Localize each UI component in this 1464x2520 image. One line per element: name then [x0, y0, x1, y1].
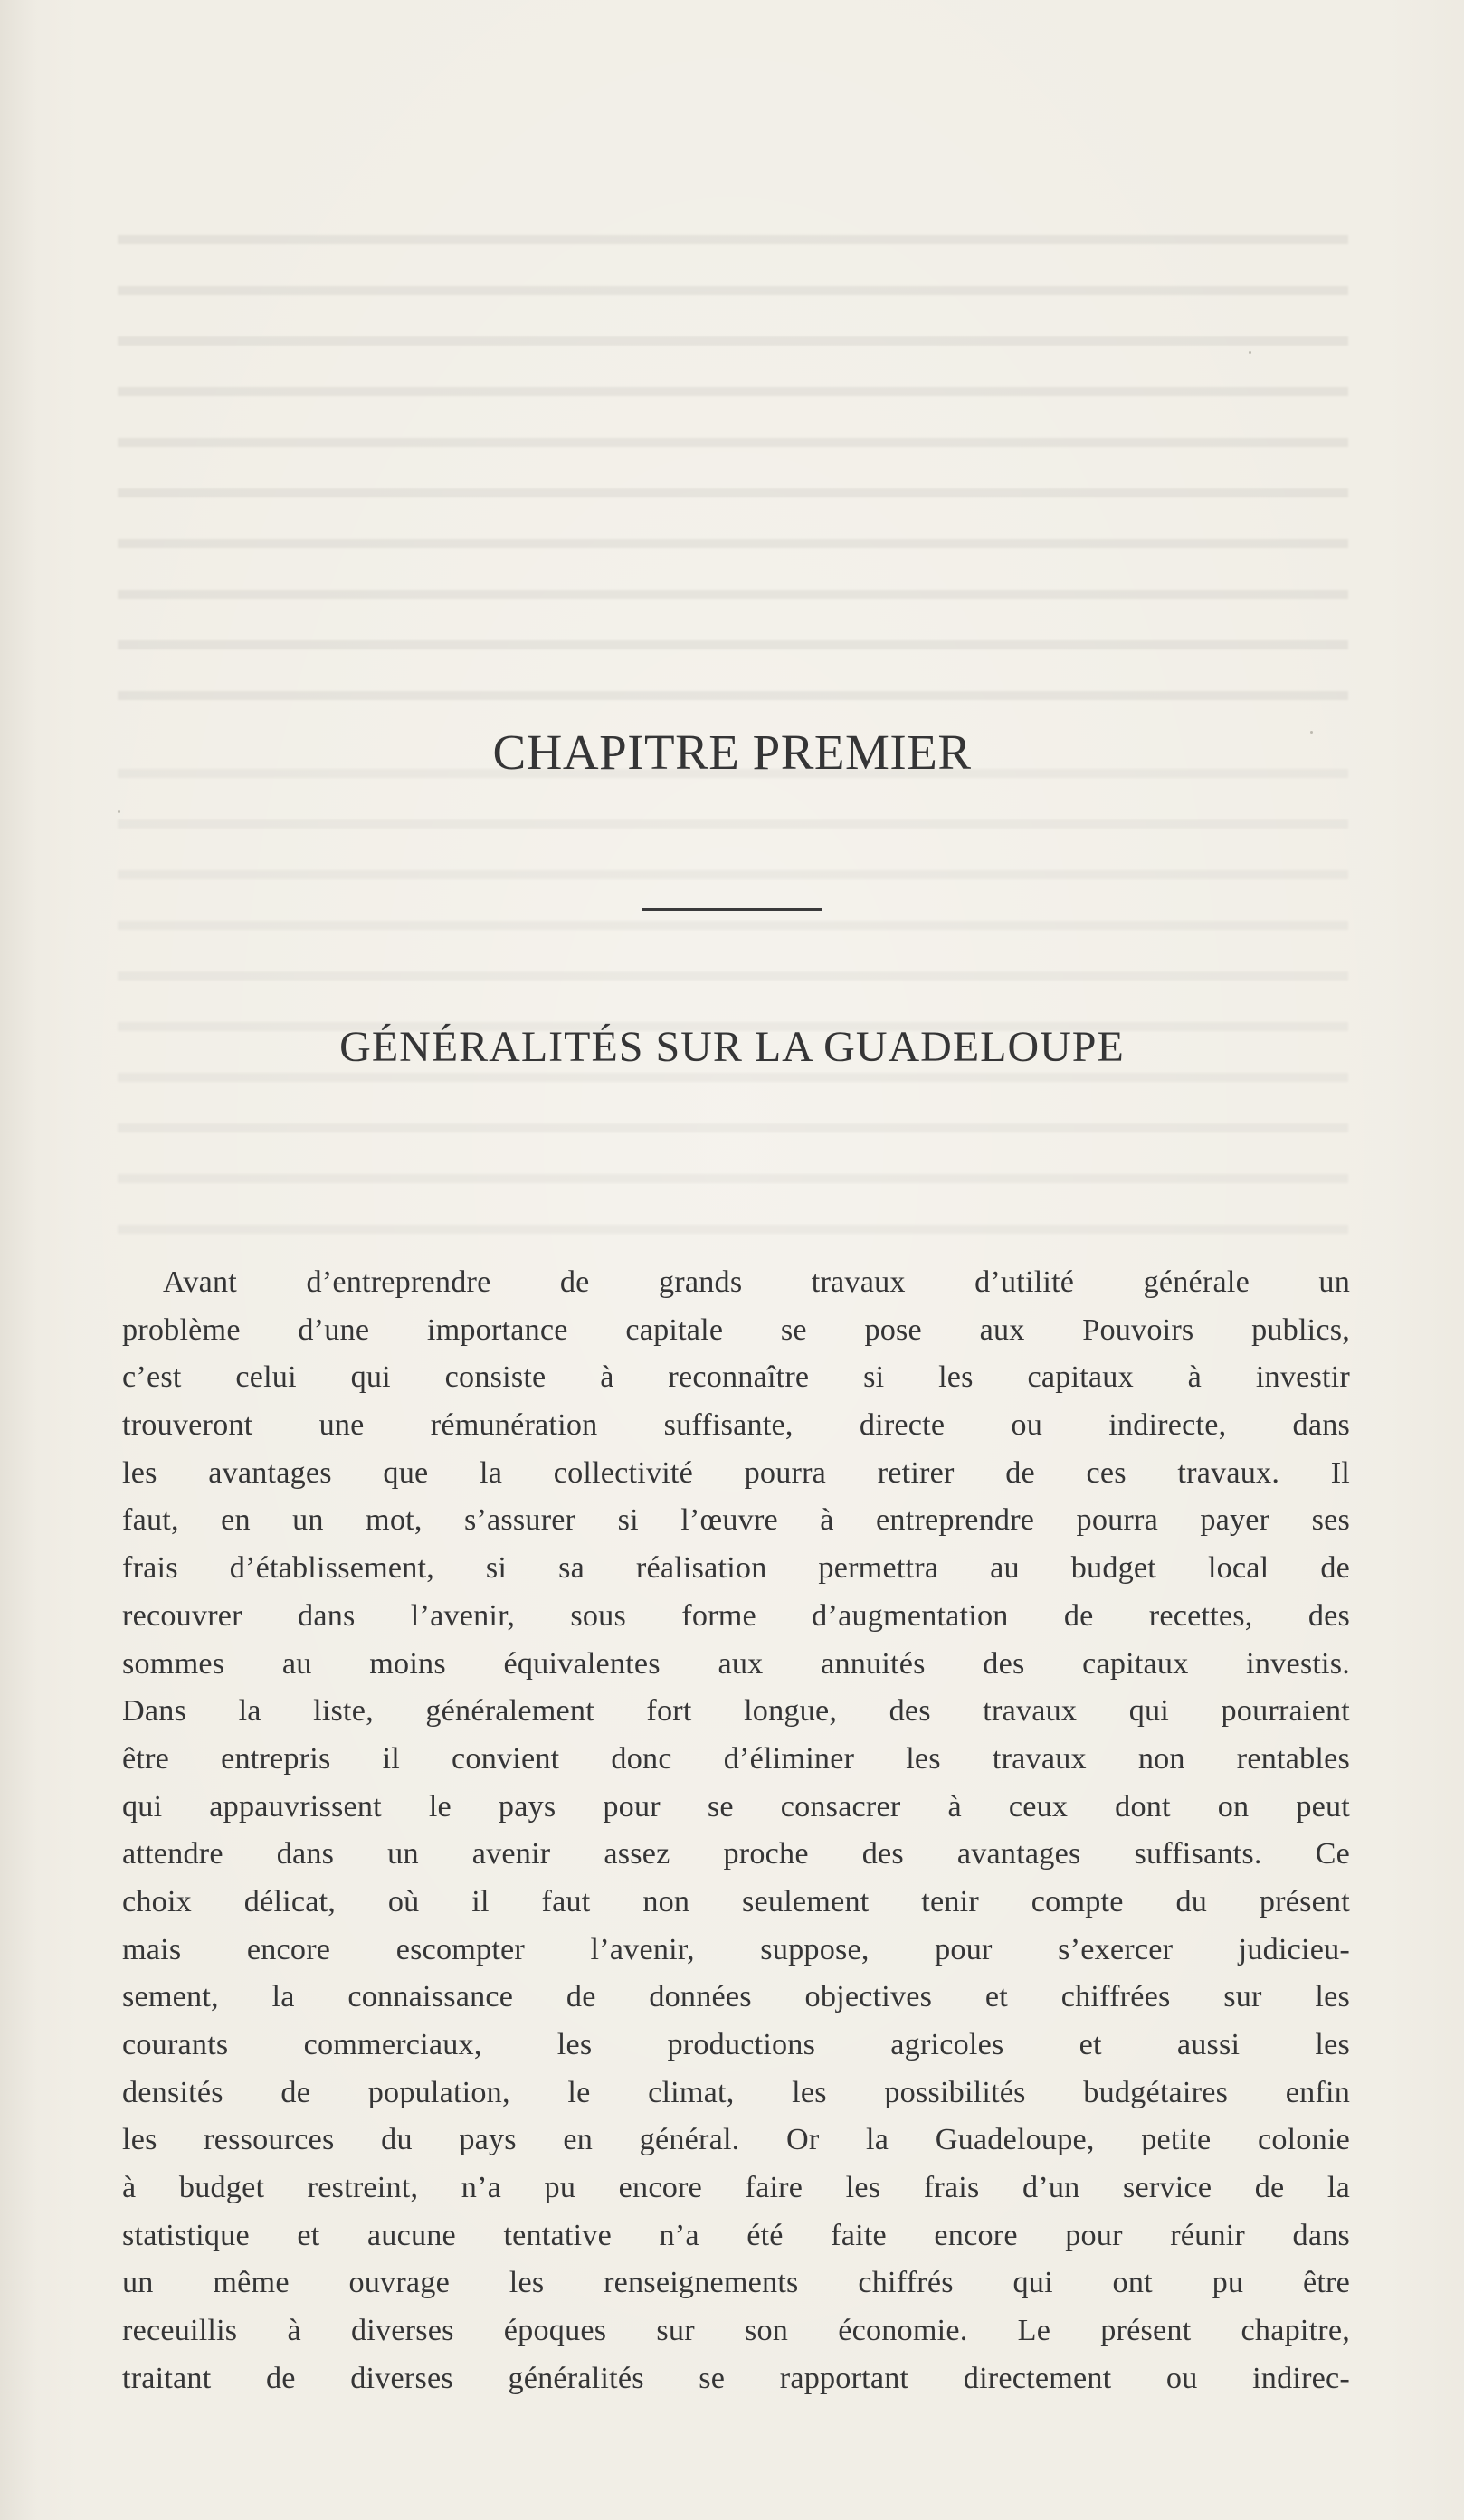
- section-title: GÉNÉRALITÉS SUR LA GUADELOUPE: [339, 1023, 1125, 1071]
- paragraph-line: attendre dans un avenir assez proche des avantages suffisants. Ce: [122, 1837, 1350, 1871]
- paragraph-line: choix délicat, où il faut non seulement tenir compte du présent: [122, 1884, 1350, 1918]
- paragraph-line: sommes au moins équivalentes aux annuités des capitaux investis.: [122, 1646, 1350, 1681]
- paragraph-line: Dans la liste, généralement fort longue, des travaux qui pourraient: [122, 1694, 1350, 1729]
- paragraph-line: qui appauvrissent le pays pour se consacrer à ceux dont on peut: [122, 1789, 1350, 1824]
- paragraph-line: frais d’établissement, si sa réalisation permettra au budget local de: [122, 1551, 1350, 1586]
- paragraph-line: sement, la connaissance de données objectives et chiffrées sur les: [122, 1980, 1350, 2014]
- paragraph-line: courants commerciaux, les productions agricoles et aussi les: [122, 2028, 1350, 2061]
- paragraph-line: Avant d’entreprendre de grands travaux d’utilité générale un: [163, 1265, 1350, 1299]
- paper-speck: [118, 810, 120, 813]
- paragraph-line: densités de population, le climat, les possibilités budgétaires enfin: [122, 2075, 1350, 2109]
- paragraph-line: traitant de diverses généralités se rapportant directement ou indirec-: [122, 2361, 1350, 2395]
- chapter-title: CHAPITRE PREMIER: [492, 725, 972, 780]
- body-paragraph: [122, 1259, 1350, 2403]
- paragraph-line: les ressources du pays en général. Or la Guadeloupe, petite colonie: [122, 2123, 1350, 2157]
- title-divider: [642, 908, 822, 911]
- paragraph-line: à budget restreint, n’a pu encore faire les frais d’un service de la: [122, 2171, 1350, 2205]
- paragraph-line: trouveront une rémunération suffisante, directe ou indirecte, dans: [122, 1408, 1350, 1443]
- paragraph-line: problème d’une importance capitale se pose aux Pouvoirs publics,: [122, 1312, 1350, 1347]
- paragraph-line: un même ouvrage les renseignements chiffrés qui ont pu être: [122, 2266, 1350, 2300]
- paper-speck: [1249, 351, 1251, 354]
- paragraph-line: faut, en un mot, s’assurer si l’œuvre à entreprendre pourra payer ses: [122, 1503, 1350, 1538]
- paragraph-line: les avantages que la collectivité pourra retirer de ces travaux. Il: [122, 1455, 1350, 1490]
- paragraph-line: recouvrer dans l’avenir, sous forme d’augmentation de recettes, des: [122, 1598, 1350, 1633]
- show-through-text-lower: [118, 769, 1348, 1239]
- paragraph-line: statistique et aucune tentative n’a été faite encore pour réunir dans: [122, 2218, 1350, 2252]
- paragraph-line: mais encore escompter l’avenir, suppose, pour s’exercer judicieu-: [122, 1932, 1350, 1966]
- paragraph-line: receuillis à diverses époques sur son économie. Le présent chapitre,: [122, 2314, 1350, 2348]
- paragraph-line: c’est celui qui consiste à reconnaître si les capitaux à investir: [122, 1360, 1350, 1395]
- show-through-text-upper: [118, 235, 1348, 706]
- paragraph-line: être entrepris il convient donc d’éliminer les travaux non rentables: [122, 1741, 1350, 1776]
